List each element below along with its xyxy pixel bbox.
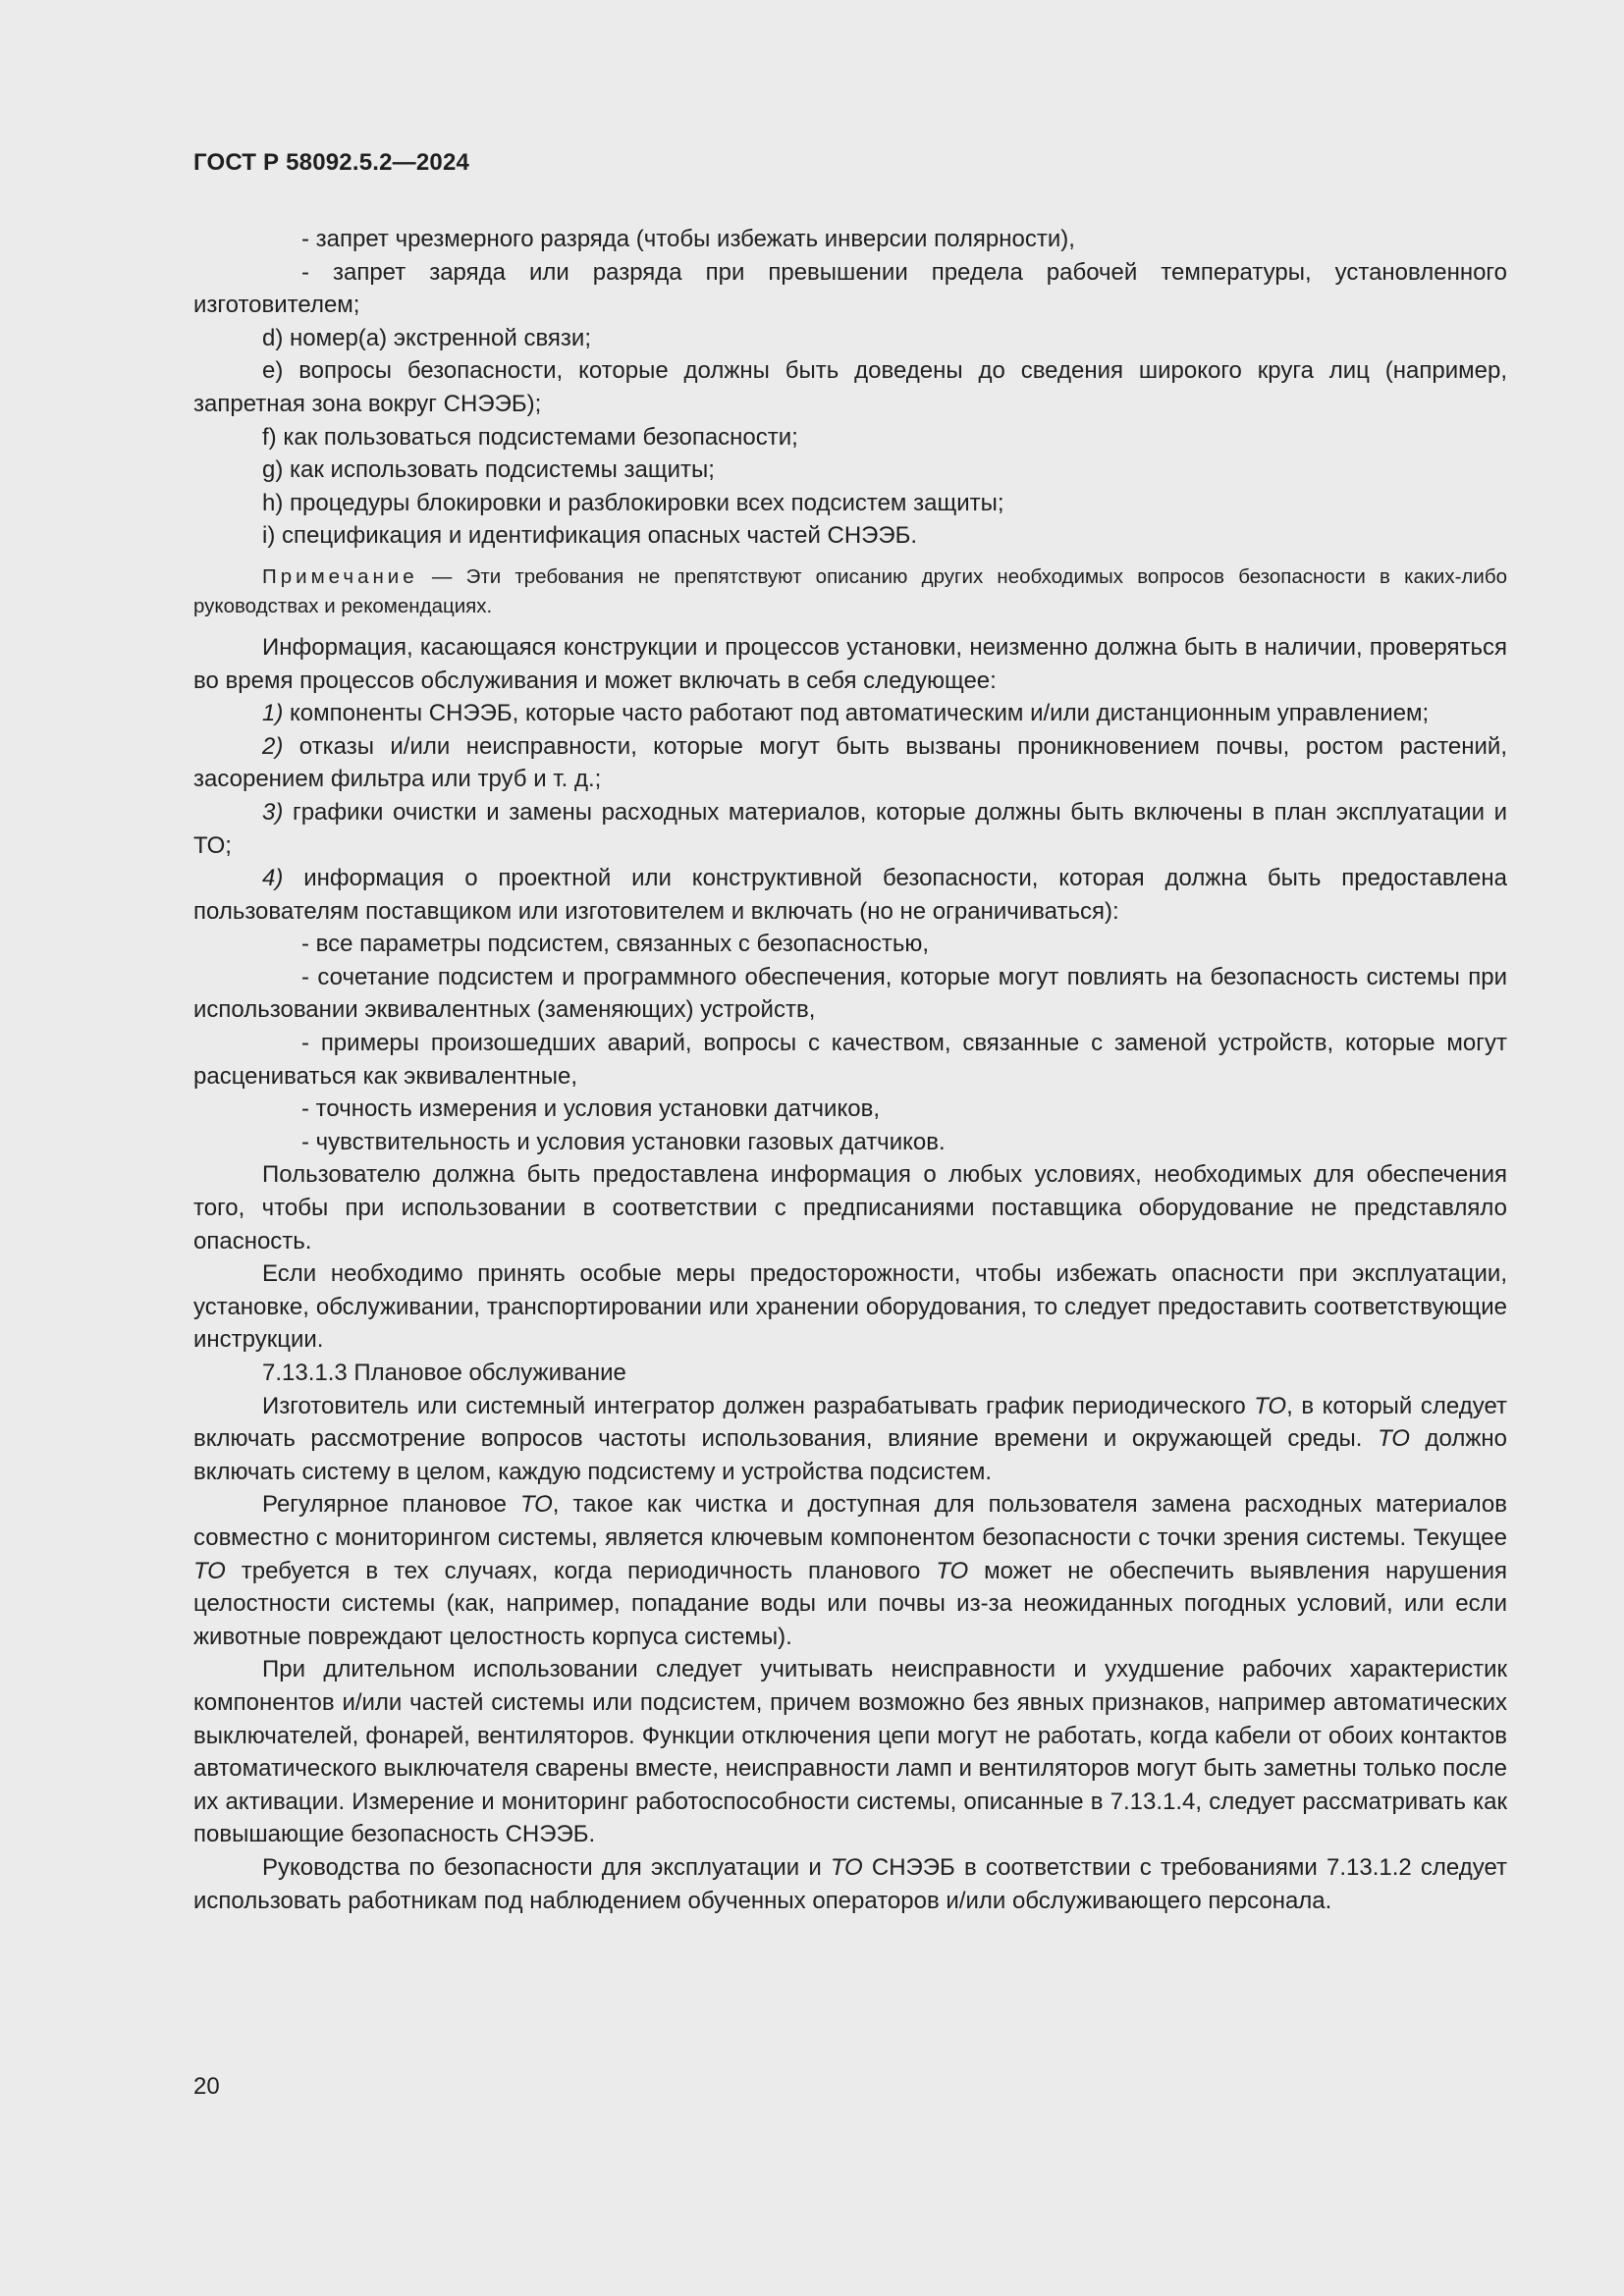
text-run: Регулярное плановое bbox=[262, 1491, 520, 1519]
item-text: отказы и/или неисправности, которые могут быть вызваны проникновением почвы, ростом растений, засорением фильтра или труб и т. д.; bbox=[193, 732, 1507, 793]
list-item-dash: - запрет чрезмерного разряда (чтобы избежать инверсии полярности), bbox=[301, 226, 1075, 252]
paragraph-caution: Если необходимо принять особые меры предосторожности, чтобы избежать опасности при эксплуатации, установке, обслуживании, транспортировании или хранении оборудования, то следует предоставить соответствующие инструкции. bbox=[193, 1260, 1507, 1354]
list-item-dash: - примеры произошедших аварий, вопросы с качеством, связанные с заменой устройств, которые могут расцениваться как эквивалентные, bbox=[193, 1030, 1507, 1090]
text-run: , такое как чистка и доступная для пользователя замена расходных материалов совместно с мониторингом системы, является ключевым компонентом безопасности с точки зрения системы. Текущее bbox=[193, 1491, 1507, 1551]
item-text: информация о проектной или конструктивной безопасности, которая должна быть предоставлена пользователям поставщиком или изготовителем и включать (но не ограничиваться): bbox=[193, 865, 1507, 925]
list-item-dash: - запрет заряда или разряда при превышении предела рабочей температуры, установленного изготовителем; bbox=[193, 258, 1507, 319]
paragraph-regular bbox=[193, 1488, 1507, 1653]
text-run: СНЭЭБ в соответствии с требованиями 7.13.1.2 следует использовать работникам под наблюдением обученных операторов и/или обслуживающего персонала. bbox=[193, 1853, 1508, 1914]
list-item-f: f) как пользоваться подсистемами безопасности; bbox=[262, 423, 798, 451]
list-item-i: i) спецификация и идентификация опасных частей СНЭЭБ. bbox=[262, 522, 918, 550]
note-text: — Эти требования не препятствуют описанию других необходимых вопросов безопасности в каких-либо руководствах и рекомендациях. bbox=[193, 564, 1507, 617]
list-item-d: d) номер(а) экстренной связи; bbox=[262, 324, 591, 351]
document-body bbox=[193, 223, 1507, 1917]
list-item-e: e) вопросы безопасности, которые должны быть доведены до сведения широкого круга лиц (например, запретная зона вокруг СНЭЭБ); bbox=[193, 357, 1507, 417]
note-label: Примечание bbox=[262, 564, 418, 588]
abbr-to: ТО bbox=[830, 1853, 863, 1881]
abbr-to: ТО bbox=[1378, 1425, 1410, 1453]
paragraph-user: Пользователю должна быть предоставлена информация о любых условиях, необходимых для обеспечения того, чтобы при использовании в соответствии с предписаниями поставщика оборудование не представляло опасность. bbox=[193, 1161, 1507, 1255]
numbered-item-1 bbox=[193, 697, 1507, 730]
text-run: может не обеспечить выявления нарушения целостности системы (как, например, попадание воды или почвы из-за неожиданных погодных условий, или если животные повреждают целостность корпуса системы). bbox=[193, 1557, 1508, 1650]
abbr-to: ТО bbox=[519, 1491, 553, 1519]
item-number: 1) bbox=[262, 700, 284, 727]
abbr-to: ТО bbox=[936, 1557, 969, 1584]
list-item-g: g) как использовать подсистемы защиты; bbox=[262, 456, 715, 484]
text-run: Руководства по безопасности для эксплуатации и bbox=[262, 1853, 831, 1881]
paragraph-long-use: При длительном использовании следует учитывать неисправности и ухудшение рабочих характеристик компонентов и/или частей системы или подсистем, причем возможно без явных признаков, например автоматических выключателей, фонарей, вентиляторов. Функции отключения цепи могут не работать, когда кабели от обоих контактов автоматического выключателя сварены вместе, неисправности ламп и вентиляторов могут быть заметны только после их активации. Измерение и мониторинг работоспособности системы, описанные в 7.13.1.4, следует рассматривать как повышающие безопасность СНЭЭБ. bbox=[193, 1656, 1507, 1848]
item-number: 2) bbox=[262, 732, 284, 760]
item-text: компоненты СНЭЭБ, которые часто работают под автоматическим и/или дистанционным управлением; bbox=[283, 700, 1430, 727]
numbered-item-2 bbox=[193, 730, 1507, 796]
numbered-item-3 bbox=[193, 796, 1507, 862]
page-number: 20 bbox=[193, 2073, 220, 2100]
item-text: графики очистки и замены расходных материалов, которые должны быть включены в план эксплуатации и ТО; bbox=[193, 798, 1507, 859]
list-item-h: h) процедуры блокировки и разблокировки всех подсистем защиты; bbox=[262, 489, 1004, 516]
paragraph-guides bbox=[193, 1851, 1507, 1917]
list-item-dash: - чувствительность и условия установки газовых датчиков. bbox=[301, 1128, 946, 1155]
numbered-item-4 bbox=[193, 862, 1507, 928]
text-run: Изготовитель или системный интегратор должен разрабатывать график периодического bbox=[262, 1392, 1255, 1419]
text-run: должно включать систему в целом, каждую подсистему и устройства подсистем. bbox=[193, 1425, 1507, 1485]
document-code-header: ГОСТ Р 58092.5.2—2024 bbox=[193, 149, 470, 176]
list-item-dash: - точность измерения и условия установки датчиков, bbox=[301, 1095, 880, 1123]
item-number: 4) bbox=[262, 865, 284, 892]
text-run: , в который следует включать рассмотрение вопросов частоты использования, влияние времени и окружающей среды. bbox=[193, 1392, 1508, 1453]
abbr-to: ТО bbox=[1254, 1392, 1287, 1419]
paragraph-manufacturer bbox=[193, 1390, 1507, 1489]
paragraph-info: Информация, касающаяся конструкции и процессов установки, неизменно должна быть в наличии, проверяться во время процессов обслуживания и может включать в себя следующее: bbox=[193, 633, 1507, 694]
section-heading: 7.13.1.3 Плановое обслуживание bbox=[262, 1360, 626, 1386]
text-run: требуется в тех случаях, когда периодичность планового bbox=[225, 1557, 937, 1584]
list-item-dash: - сочетание подсистем и программного обеспечения, которые могут повлиять на безопасность системы при использовании эквивалентных (заменяющих) устройств, bbox=[193, 963, 1507, 1024]
note-block bbox=[193, 562, 1507, 621]
abbr-to: ТО bbox=[193, 1557, 226, 1584]
list-item-dash: - все параметры подсистем, связанных с безопасностью, bbox=[301, 931, 930, 958]
item-number: 3) bbox=[262, 798, 284, 826]
